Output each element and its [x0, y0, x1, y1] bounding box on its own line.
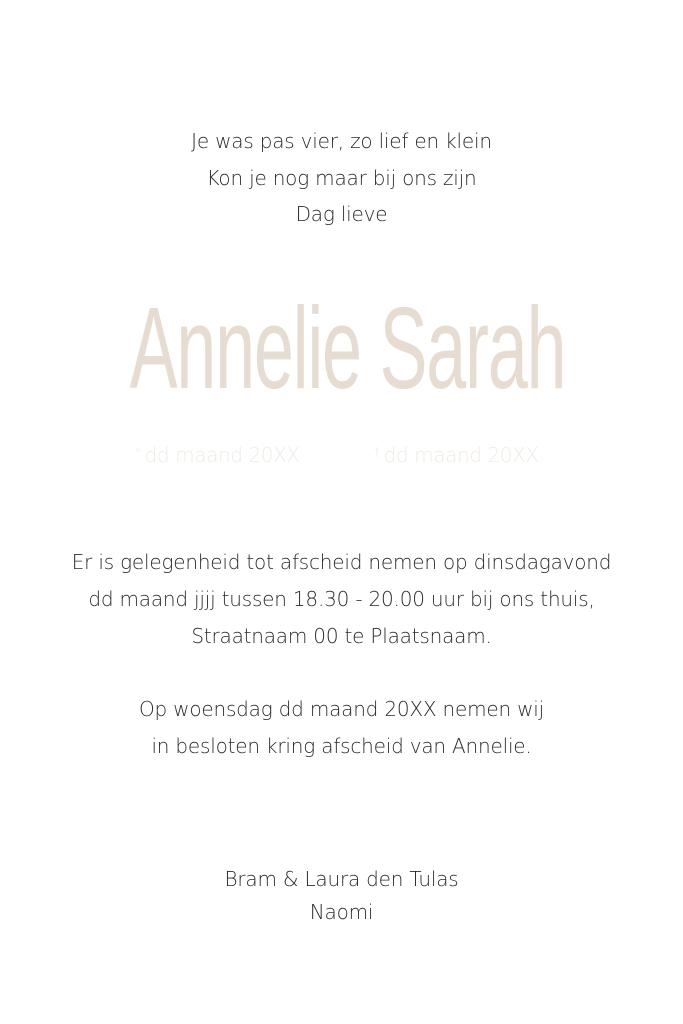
signature-line-1: Bram & Laura den Tulas	[224, 867, 459, 891]
verse-line-1: Je was pas vier, zo lief en klein	[191, 129, 492, 153]
death-date-text: dd maand 20XX	[383, 443, 539, 467]
verse-line-3: Dag lieve	[295, 202, 388, 226]
deceased-name: Annelie Sarah	[129, 283, 566, 413]
birth-date-text: dd maand 20XX	[144, 443, 300, 467]
funeral-line-1: Op woensdag dd maand 20XX nemen wij	[138, 697, 545, 721]
verse-line-2: Kon je nog maar bij ons zijn	[206, 166, 477, 190]
farewell-line-1: Er is gelegenheid tot afscheid nemen op dinsdagavond	[71, 550, 612, 574]
signature-line-2: Naomi	[309, 900, 374, 924]
farewell-line-3: Straatnaam 00 te Plaatsnaam.	[191, 624, 492, 648]
death-date	[374, 440, 539, 467]
death-symbol: †	[374, 445, 380, 459]
birth-date	[135, 440, 300, 467]
funeral-line-2: in besloten kring afscheid van Annelie.	[151, 734, 532, 758]
farewell-line-2: dd maand jjjj tussen 18.30 - 20.00 uur bij ons thuis,	[88, 587, 595, 611]
birth-symbol: *	[135, 445, 141, 459]
